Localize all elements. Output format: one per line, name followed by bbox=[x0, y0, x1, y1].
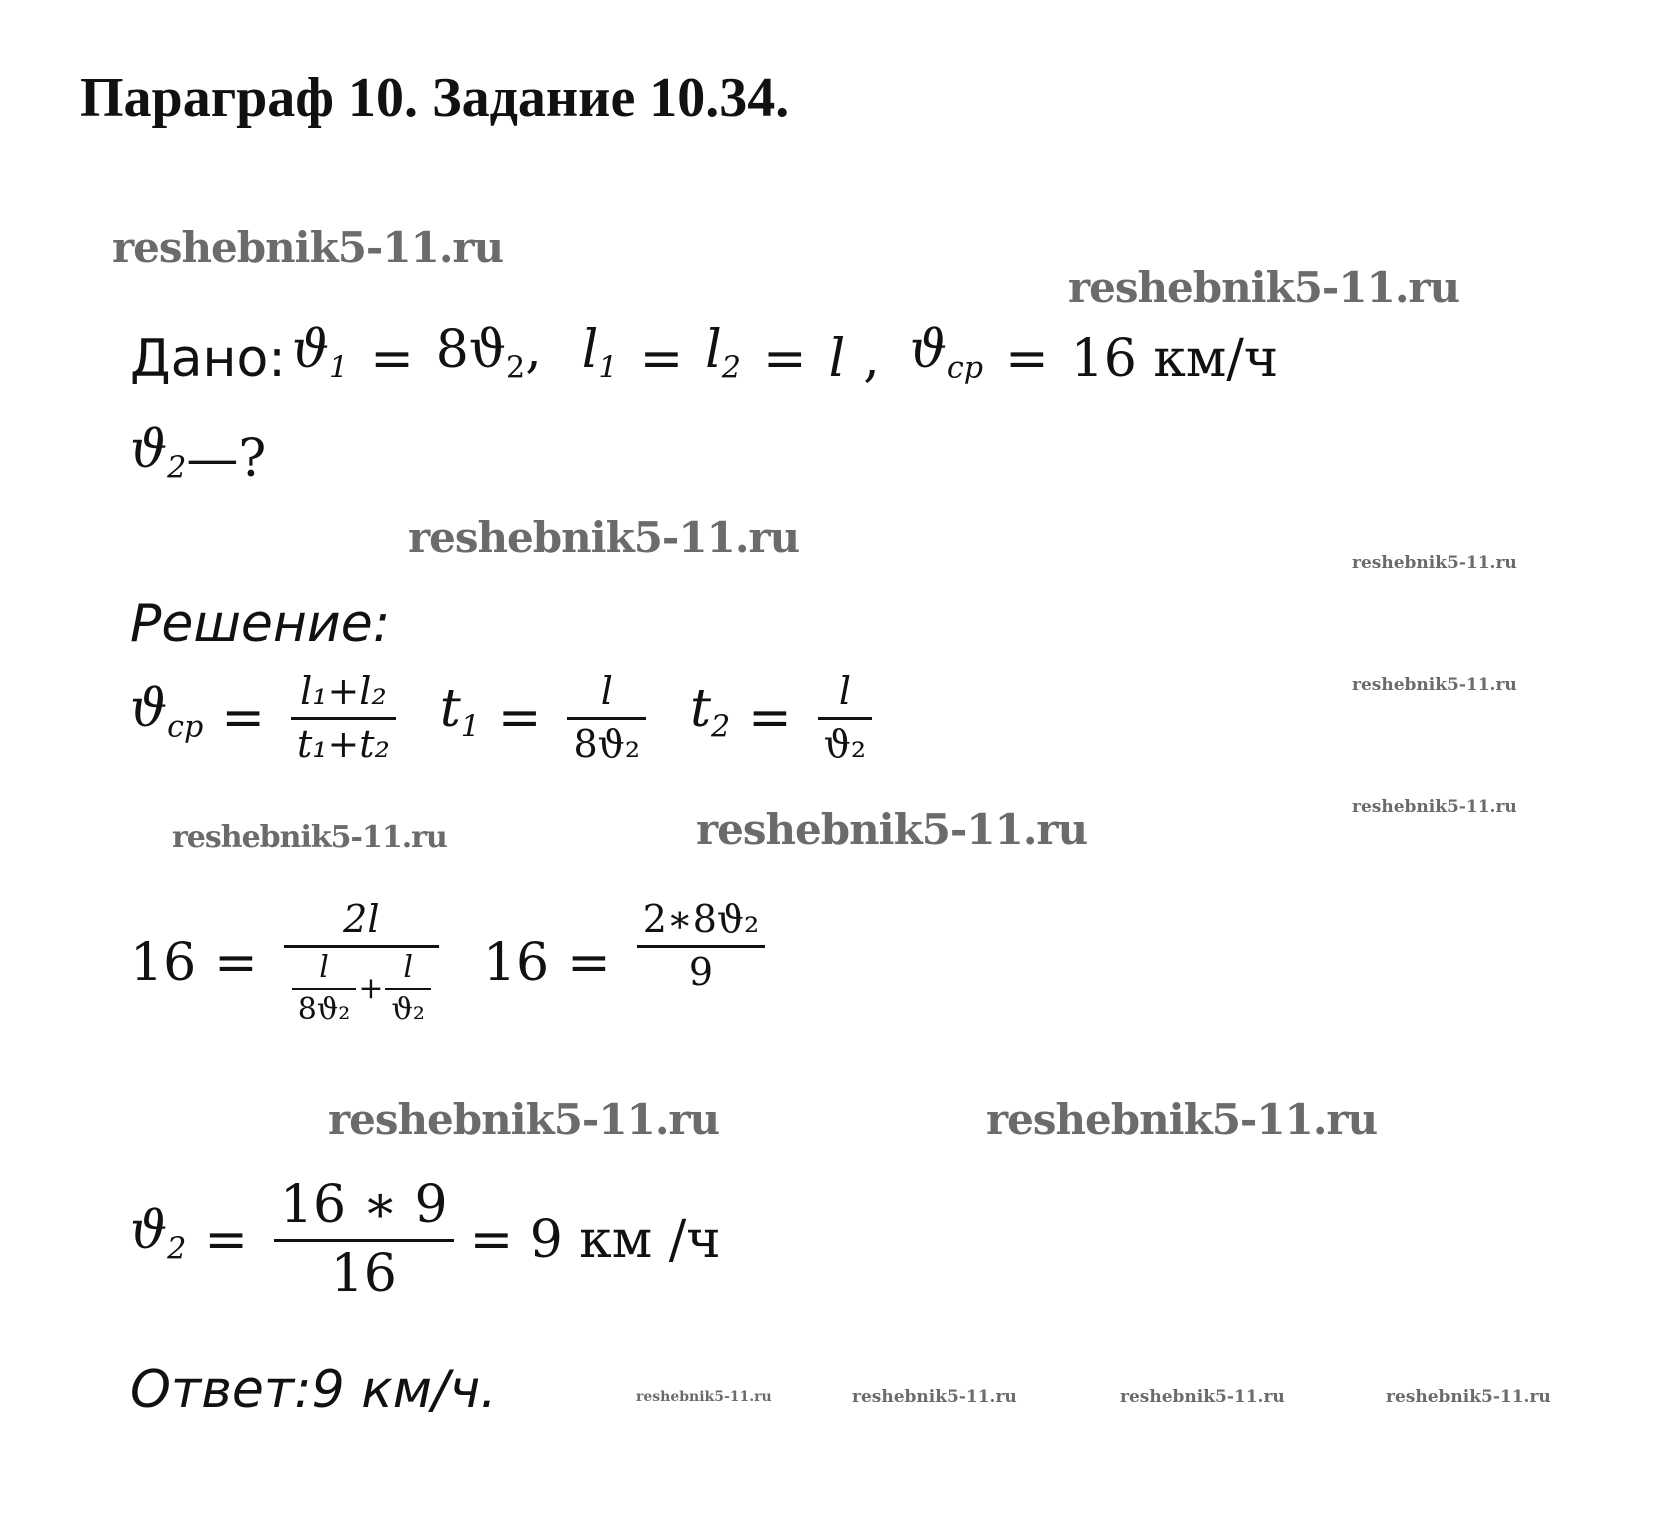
watermark: reshebnik5-11.ru bbox=[1352, 675, 1517, 695]
fraction-bar bbox=[567, 717, 646, 720]
equals-sign: = bbox=[1005, 329, 1049, 390]
formula-lhs: $ϑ_{cp}$ bbox=[130, 678, 204, 745]
fraction-denominator: 9 bbox=[688, 949, 714, 994]
fraction-bar bbox=[818, 717, 872, 720]
fraction-denominator: 16 bbox=[330, 1243, 397, 1304]
equals-sign: = bbox=[497, 688, 542, 749]
fraction-numerator: 2∗8ϑ₂ bbox=[642, 897, 760, 941]
watermark: reshebnik5-11.ru bbox=[986, 1095, 1378, 1144]
fraction bbox=[567, 670, 646, 766]
equals-sign: = bbox=[639, 329, 684, 390]
formula-lhs: $t_2$ bbox=[690, 678, 731, 745]
fraction bbox=[291, 670, 396, 766]
length-symbol: $l_2$ bbox=[705, 320, 741, 386]
velocity-symbol: $ϑ_1$ bbox=[291, 320, 349, 386]
comma: , bbox=[863, 329, 880, 390]
fraction-numerator: 2l bbox=[343, 897, 380, 941]
given-label: Дано: bbox=[130, 329, 286, 390]
answer: Ответ:9 км/ч. bbox=[130, 1360, 497, 1420]
fraction-denominator bbox=[284, 951, 439, 1028]
fraction-numerator: l bbox=[403, 949, 413, 985]
length-symbol: $l_1$ bbox=[581, 320, 618, 386]
fraction bbox=[637, 898, 766, 994]
page-title: Параграф 10. Задание 10.34. bbox=[80, 67, 790, 129]
fraction-bar bbox=[292, 988, 357, 990]
watermark: reshebnik5-11.ru bbox=[1386, 1387, 1551, 1407]
given-line bbox=[130, 320, 1278, 399]
result-value: = 9 км /ч bbox=[469, 1210, 721, 1271]
fraction-bar bbox=[274, 1239, 454, 1242]
fraction-bar bbox=[284, 945, 439, 948]
watermark: reshebnik5-11.ru bbox=[112, 223, 504, 272]
formula-lhs: $ϑ_2$ bbox=[130, 1201, 187, 1267]
formula-lhs: 16 bbox=[130, 932, 197, 993]
solution-label: Решение: bbox=[130, 594, 391, 654]
watermark: reshebnik5-11.ru bbox=[328, 1095, 720, 1144]
average-velocity-symbol: $ϑ_{cp}$ bbox=[909, 320, 984, 386]
formula-row-3 bbox=[130, 1176, 721, 1305]
fraction bbox=[385, 951, 430, 1028]
watermark: reshebnik5-11.ru bbox=[1352, 553, 1517, 573]
equals-sign: = bbox=[204, 1210, 248, 1271]
equals-sign: = bbox=[567, 932, 611, 993]
fraction-denominator: 8ϑ₂ bbox=[573, 721, 641, 766]
equals-sign: = bbox=[221, 688, 265, 749]
equals-sign: = bbox=[748, 688, 792, 749]
unknown-symbol: $ϑ_2$ bbox=[130, 420, 187, 486]
fraction-bar bbox=[291, 717, 396, 720]
watermark: reshebnik5-11.ru bbox=[1120, 1387, 1285, 1407]
average-velocity-value: 16 км/ч bbox=[1070, 329, 1279, 390]
watermark: reshebnik5-11.ru bbox=[636, 1389, 772, 1405]
watermark: reshebnik5-11.ru bbox=[696, 805, 1088, 854]
fraction-denominator: ϑ₂ bbox=[823, 721, 867, 766]
fraction-denominator: 8ϑ₂ bbox=[297, 992, 351, 1028]
equals-sign: = bbox=[762, 329, 807, 390]
fraction-bar bbox=[385, 988, 430, 990]
fraction-numerator: 16 ∗ 9 bbox=[279, 1175, 448, 1235]
equals-sign: = bbox=[370, 329, 414, 390]
fraction-numerator: l bbox=[319, 949, 329, 985]
formula-lhs: 16 bbox=[482, 932, 550, 993]
fraction-numerator: l bbox=[600, 669, 613, 713]
watermark: reshebnik5-11.ru bbox=[1352, 797, 1517, 817]
formula-row-1 bbox=[130, 670, 880, 766]
watermark: reshebnik5-11.ru bbox=[1068, 263, 1460, 312]
length-symbol: l bbox=[828, 329, 846, 390]
formula-lhs: $t_1$ bbox=[439, 678, 480, 745]
watermark: reshebnik5-11.ru bbox=[172, 820, 447, 855]
plus-sign: + bbox=[358, 970, 384, 1006]
fraction bbox=[818, 670, 872, 766]
velocity-expression: $8ϑ_2$, bbox=[435, 320, 542, 386]
fraction-numerator: l₁+l₂ bbox=[300, 669, 387, 713]
fraction-denominator: ϑ₂ bbox=[391, 992, 425, 1028]
fraction-bar bbox=[637, 945, 766, 948]
fraction-denominator: t₁+t₂ bbox=[296, 721, 390, 766]
formula-row-2 bbox=[130, 898, 773, 1028]
watermark: reshebnik5-11.ru bbox=[408, 513, 800, 562]
fraction bbox=[284, 898, 439, 1028]
watermark: reshebnik5-11.ru bbox=[852, 1387, 1017, 1407]
fraction bbox=[274, 1176, 454, 1305]
find-line bbox=[130, 420, 266, 499]
equals-sign: = bbox=[214, 932, 258, 993]
fraction bbox=[292, 951, 357, 1028]
fraction-numerator: l bbox=[838, 669, 852, 713]
unknown-question: —? bbox=[186, 429, 267, 490]
